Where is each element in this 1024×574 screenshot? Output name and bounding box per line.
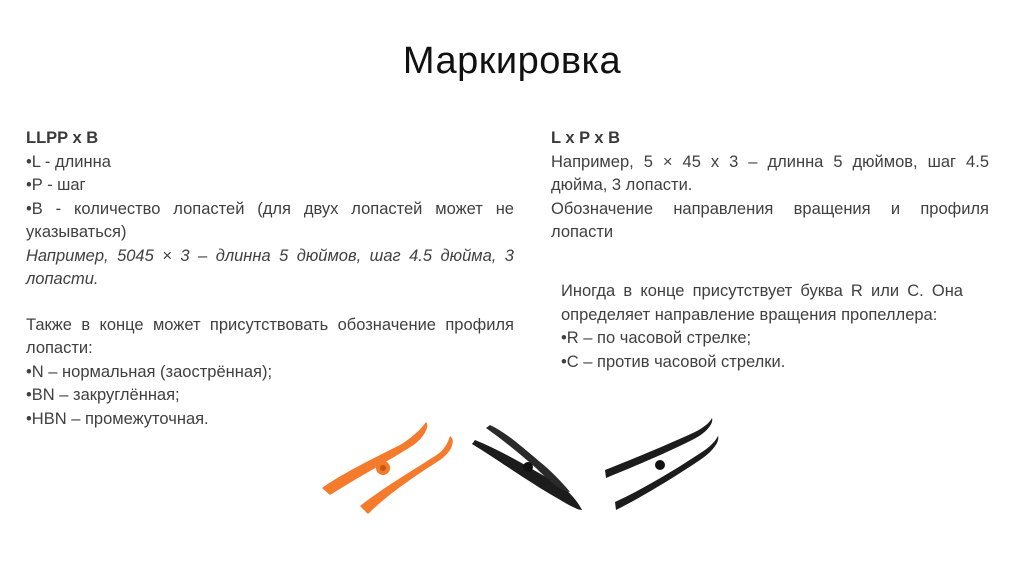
profile-item-hbn: •HBN – промежуточная. <box>26 409 209 428</box>
profile-item-n: •N – нормальная (заострённая); <box>26 362 273 381</box>
right-top-column <box>551 127 989 245</box>
black-propeller-icon <box>605 418 718 510</box>
rotation-item-r: •R – по часовой стрелке; <box>561 329 752 347</box>
black-propeller-icon <box>472 425 582 510</box>
right-heading: L x P x B <box>551 129 621 147</box>
left-column <box>26 127 514 431</box>
slide-title: Маркировка <box>402 40 622 82</box>
propellers-image <box>300 410 740 530</box>
rotation-item-c: •C – против часовой стрелки. <box>561 352 786 371</box>
left-heading: LLPP x B <box>26 129 99 147</box>
profile-intro: Также в конце может присутствовать обозначение профиля лопасти: <box>26 315 514 357</box>
left-item-length: •L - длинна <box>26 152 111 171</box>
profile-item-bn: •BN – закруглённая; <box>26 386 180 404</box>
left-example: Например, 5045 × 3 – длинна 5 дюймов, шаг 4.5 дюйма, 3 лопасти. <box>26 246 514 288</box>
left-item-blades: •B - количество лопастей (для двух лопастей может не указываться) <box>26 199 514 241</box>
right-note: Обозначение направления вращения и профиля лопасти <box>551 199 989 241</box>
rotation-intro: Иногда в конце присутствует буква R или C. Она определяет направление вращения пропеллера: <box>561 282 963 324</box>
orange-propeller-icon <box>322 422 453 514</box>
right-example: Например, 5 × 45 x 3 – длинна 5 дюймов, шаг 4.5 дюйма, 3 лопасти. <box>551 152 989 194</box>
right-bottom-column <box>561 280 963 374</box>
left-item-pitch: •P - шаг <box>26 176 86 194</box>
